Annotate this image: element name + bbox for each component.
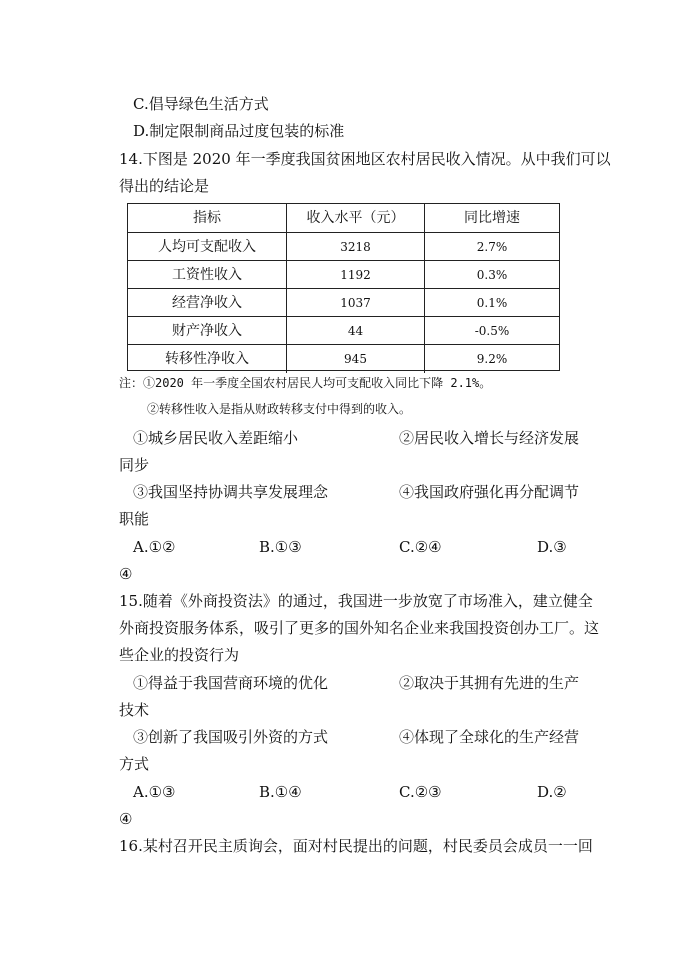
q15-choice-c: C.②③ bbox=[399, 783, 442, 801]
q14-statement-3: ③我国坚持协调共享发展理念 bbox=[133, 483, 329, 501]
q14-stem-line1: 14.下图是 2020 年一季度我国贫困地区农村居民收入情况。从中我们可以 bbox=[119, 150, 611, 168]
table-cell: 1192 bbox=[286, 261, 424, 289]
q15-stem-line3: 些企业的投资行为 bbox=[119, 646, 240, 664]
table-note-2: ②转移性收入是指从财政转移支付中得到的收入。 bbox=[147, 402, 412, 416]
table-cell: 44 bbox=[286, 317, 424, 345]
q14-statement-2: ②居民收入增长与经济发展 bbox=[399, 429, 580, 447]
table-cell: 945 bbox=[286, 345, 424, 373]
q14-choice-d-cont: ④ bbox=[119, 565, 133, 583]
table-cell: 2.7% bbox=[424, 233, 559, 261]
q15-statement-2-cont: 技术 bbox=[119, 701, 150, 719]
q14-choice-c: C.②④ bbox=[399, 538, 442, 556]
q15-choice-d: D.② bbox=[537, 783, 567, 801]
q13-option-c: C.倡导绿色生活方式 bbox=[133, 95, 269, 113]
q15-choice-a: A.①③ bbox=[133, 783, 176, 801]
q15-choice-b: B.①④ bbox=[259, 783, 302, 801]
q15-statement-3: ③创新了我国吸引外资的方式 bbox=[133, 728, 329, 746]
q15-choice-d-cont: ④ bbox=[119, 810, 133, 828]
table-cell: 财产净收入 bbox=[172, 323, 242, 339]
q14-statement-1: ①城乡居民收入差距缩小 bbox=[133, 429, 299, 447]
q14-choice-d: D.③ bbox=[537, 538, 567, 556]
table-header-row bbox=[128, 204, 559, 232]
q14-choice-a: A.①② bbox=[133, 538, 176, 556]
q15-stem-line2: 外商投资服务体系，吸引了更多的国外知名企业来我国投资创办工厂。这 bbox=[119, 619, 600, 637]
table-cell: 转移性净收入 bbox=[165, 351, 249, 367]
q14-choice-b: B.①③ bbox=[259, 538, 302, 556]
q15-statement-4: ④体现了全球化的生产经营 bbox=[399, 728, 580, 746]
table-row bbox=[128, 288, 559, 317]
q14-statement-4-cont: 职能 bbox=[119, 510, 150, 528]
table-cell: 9.2% bbox=[424, 345, 559, 373]
q14-statement-2-cont: 同步 bbox=[119, 456, 150, 474]
q15-statement-1: ①得益于我国营商环境的优化 bbox=[133, 674, 329, 692]
q14-stem-line2: 得出的结论是 bbox=[119, 177, 210, 195]
income-table bbox=[127, 203, 560, 371]
q15-stem-line1: 15.随着《外商投资法》的通过，我国进一步放宽了市场准入，建立健全 bbox=[119, 592, 593, 610]
table-cell: 0.1% bbox=[424, 289, 559, 317]
table-cell: 3218 bbox=[286, 233, 424, 261]
table-note-1: 注：①2020 年一季度全国农村居民人均可支配收入同比下降 2.1%。 bbox=[119, 376, 492, 390]
table-cell: 0.3% bbox=[424, 261, 559, 289]
q15-statement-4-cont: 方式 bbox=[119, 755, 150, 773]
table-row bbox=[128, 344, 559, 373]
q16-stem-line1: 16.某村召开民主质询会，面对村民提出的问题，村民委员会成员一一回 bbox=[119, 837, 593, 855]
table-row bbox=[128, 316, 559, 345]
table-row bbox=[128, 260, 559, 289]
table-cell: 经营净收入 bbox=[172, 295, 242, 311]
table-header-cell: 收入水平（元） bbox=[286, 204, 424, 232]
table-header-cell: 同比增速 bbox=[424, 204, 559, 232]
table-header-cell: 指标 bbox=[193, 210, 221, 226]
q15-statement-2: ②取决于其拥有先进的生产 bbox=[399, 674, 580, 692]
table-cell: 1037 bbox=[286, 289, 424, 317]
q13-option-d: D.制定限制商品过度包装的标准 bbox=[133, 122, 345, 140]
q14-statement-4: ④我国政府强化再分配调节 bbox=[399, 483, 580, 501]
table-cell: -0.5% bbox=[424, 317, 559, 345]
table-cell: 工资性收入 bbox=[172, 267, 242, 283]
table-cell: 人均可支配收入 bbox=[158, 239, 256, 255]
table-row bbox=[128, 232, 559, 261]
